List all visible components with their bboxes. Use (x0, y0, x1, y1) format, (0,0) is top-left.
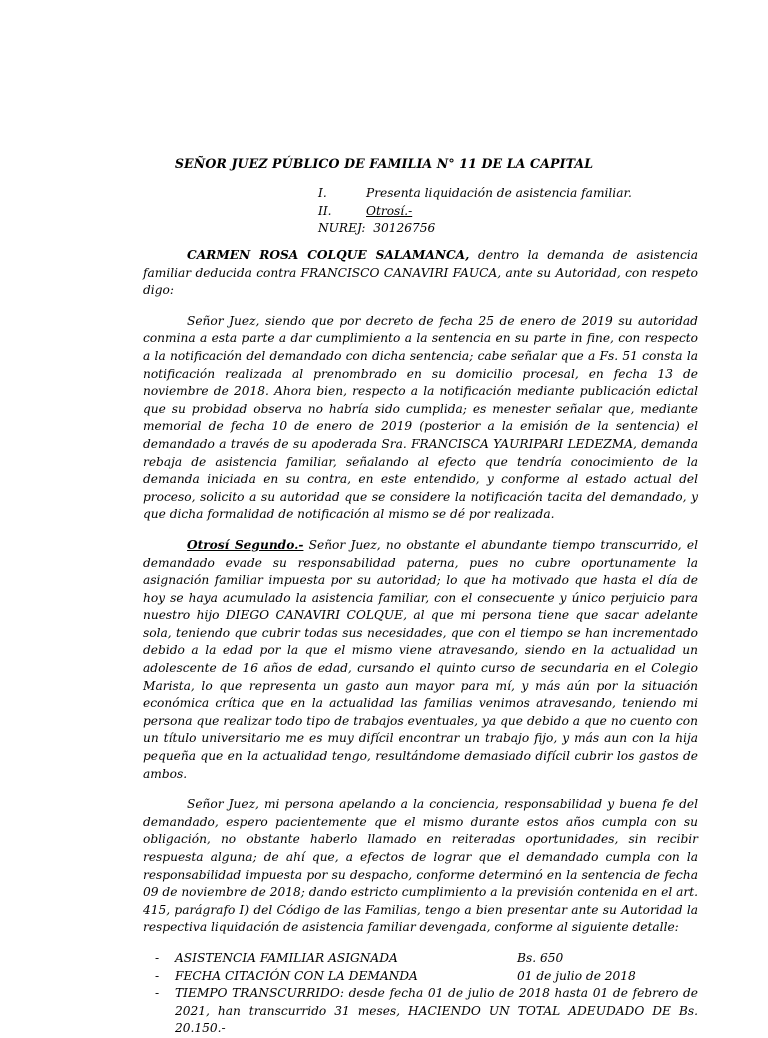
document-title: SEÑOR JUEZ PÚBLICO DE FAMILIA N° 11 DE LA CAPITAL (174, 156, 594, 171)
nurej-value: 30126756 (373, 221, 436, 235)
item-label: ASISTENCIA FAMILIAR ASIGNADA (175, 950, 398, 965)
sumilla-row-2 (318, 203, 632, 221)
paragraph-3: Señor Juez, mi persona apelando a la conciencia, responsabilidad y buena fe del demandado, espero pacientemente que el mismo durante estos años cumpla con su obligación, no obstante haberlo llamado en reiteradas oportunidades, sin recibir respuesta alguna; de ahí que, a efectos de lograr que el demandado cumpla con la responsabilidad impuesta por su despacho, conforme determinó en la sentencia de fecha 09 de noviembre de 2018; dando estricto cumplimiento a la previsión contenida en el art. 415, parágrafo I) del Código de las Familias, tengo a bien presentar ante su Autoridad la respectiva liquidación de asistencia familiar devengada, conforme al siguiente detalle: (143, 797, 698, 935)
sumilla-row-1 (318, 185, 632, 203)
sumilla-number: II. (318, 203, 332, 218)
list-item (143, 968, 698, 986)
dash-bullet: - (155, 968, 160, 983)
document-body (143, 247, 698, 1038)
list-item (143, 985, 698, 1038)
sumilla-text: Presenta liquidación de asistencia familiar. (366, 186, 632, 200)
dash-bullet: - (155, 986, 160, 1001)
sumilla-number: I. (318, 186, 327, 200)
liquidation-list (143, 950, 698, 1038)
intro-text: dentro la demanda de asistencia familiar deducida contra FRANCISCO CANAVIRI FAUCA, ante su Autoridad, con respeto digo: (143, 248, 698, 298)
intro-paragraph (143, 247, 698, 300)
sumilla-row-3 (318, 220, 632, 238)
item-label: FECHA CITACIÓN CON LA DEMANDA (175, 968, 418, 983)
dash-bullet: - (155, 950, 160, 965)
sumilla (318, 185, 632, 238)
sumilla-text: Otrosí.- (366, 203, 413, 218)
nurej-label: NUREJ: (318, 221, 366, 235)
item-value: Bs. 650 (517, 950, 564, 965)
list-item (143, 950, 698, 968)
petitioner-name: CARMEN ROSA COLQUE SALAMANCA, (187, 248, 470, 262)
item-value: 01 de julio de 2018 (517, 968, 636, 983)
paragraph-2-text: Señor Juez, no obstante el abundante tiempo transcurrido, el demandado evade su responsabilidad paterna, pues no cubre oportunamente la asignación familiar impuesta por su autoridad; lo que ha motivado que hasta el día de hoy se haya acumulado la asistencia familiar, con el consecuente y único perjuicio para nuestro hijo DIEGO CANAVIRI COLQUE, al que mi persona tiene que sacar adelante sola, teniendo que cubrir todas sus necesidades, que con el tiempo se han incrementado debido a la edad por la que el mismo viene atravesando, siendo en la actualidad un adolescente de 16 años de edad, cursando el quinto curso de secundaria en el Colegio Marista, lo que representa un gasto aun mayor para mí, y más aún por la situación económica crítica que en la actualidad las familias venimos atravesando, teniendo mi persona que realizar todo tipo de trabajos eventuales, ya que debido a que no cuento con un título universitario me es muy difícil encontrar un trabajo fijo, y más aun con la hija pequeña que en la actualidad tengo, resultándome demasiado difícil cubrir los gastos de ambos. (143, 537, 698, 781)
paragraph-2 (143, 537, 698, 783)
item-text: TIEMPO TRANSCURRIDO: desde fecha 01 de julio de 2018 hasta 01 de febrero de 2021, han transcurrido 31 meses, HACIENDO UN TOTAL ADEUDADO DE Bs. 20.150.- (175, 986, 698, 1036)
otrosi-heading: Otrosí Segundo.- (187, 537, 304, 552)
paragraph-1: Señor Juez, siendo que por decreto de fecha 25 de enero de 2019 su autoridad conmina a esta parte a dar cumplimiento a la sentencia en su parte in fine, con respecto a la notificación del demandado con dicha sentencia; cabe señalar que a Fs. 51 consta la notificación realizada al prenombrado en su domicilio procesal, en fecha 13 de noviembre de 2018. Ahora bien, respecto a la notificación mediante publicación edictal que su probidad observa no habría sido cumplida; es menester señalar que, mediante memorial de fecha 10 de enero de 2019 (posterior a la emisión de la sentencia) el demandado a través de su apoderada Sra. FRANCISCA YAURIPARI LEDEZMA, demanda rebaja de asistencia familiar, señalando al efecto que tendría conocimiento de la demanda iniciada en su contra, en este entendido, y conforme al estado actual del proceso, solicito a su autoridad que se considere la notificación tacita del demandado, y que dicha formalidad de notificación al mismo se dé por realizada. (143, 313, 698, 522)
